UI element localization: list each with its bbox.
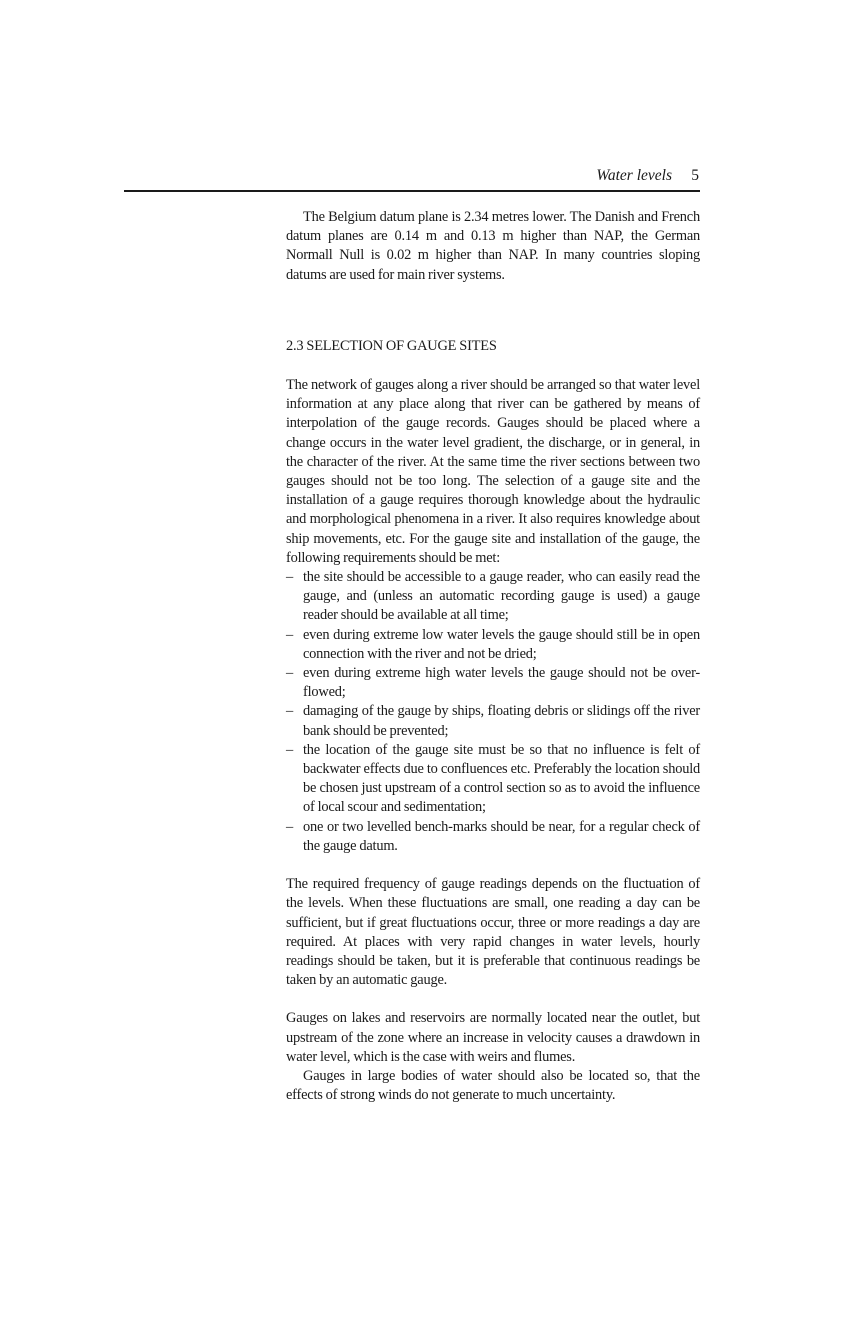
- list-item: [286, 568, 700, 626]
- list-item-text: the location of the gauge site must be so that no influence is felt of backwater effects due to confluences etc. Preferably the location should be chosen just upstream of a control section so as to avoid the influence of local scour and sedimentation;: [303, 741, 700, 816]
- list-dash: –: [286, 665, 293, 682]
- list-item: [286, 741, 700, 818]
- list-dash: –: [286, 818, 293, 835]
- list-item-text: even during extreme low water levels the gauge should still be in open connection with the river and not be dried;: [303, 626, 700, 662]
- paragraph-gauge-network: The network of gauges along a river should be arranged so that water level information at any place along that river can be gathered by means of interpolation of the gauge records. Gauges should be placed where a change occurs in the water level gradient, the discharge, or in general, in the character of the river. At the same time the river sections between two gauges should not be too long. The selection of a gauge site and the installation of a gauge requires thorough knowledge about the hydraulic and morphological phenomena in a river. It also requires knowledge about ship movements, etc. For the gauge site and installation of the gauge, the following requirements should be met:: [286, 377, 700, 566]
- list-item: [286, 664, 700, 702]
- list-dash: –: [286, 741, 293, 758]
- list-item-text: the site should be accessible to a gauge reader, who can easily read the gauge, and (unless an automatic recording gauge is used) a gauge reader should be available at all time;: [303, 569, 700, 624]
- requirements-list: [286, 568, 700, 856]
- list-item-text: one or two levelled bench-marks should be near, for a regular check of the gauge datum.: [303, 818, 700, 854]
- running-title: Water levels: [596, 167, 672, 184]
- list-dash: –: [286, 569, 293, 586]
- list-item: [286, 702, 700, 740]
- list-dash: –: [286, 626, 293, 643]
- list-item-text: even during extreme high water levels the gauge should not be over-flowed;: [303, 665, 700, 701]
- paragraph-large-water-bodies: Gauges in large bodies of water should also be located so, that the effects of strong winds do not generate to much uncertainty.: [286, 1067, 700, 1104]
- list-dash: –: [286, 703, 293, 720]
- paragraph-datum-planes: The Belgium datum plane is 2.34 metres lower. The Danish and French datum planes are 0.14 m and 0.13 m higher than NAP, the German Normall Null is 0.02 m higher than NAP. In many countries sloping datums are used for main river systems.: [286, 209, 700, 283]
- list-item-text: damaging of the gauge by ships, floating debris or slidings off the river bank should be prevented;: [303, 703, 700, 739]
- section-heading: 2.3 SELECTION OF GAUGE SITES: [286, 337, 497, 354]
- body-text: [286, 208, 700, 1105]
- page-number: 5: [691, 167, 699, 184]
- list-item: [286, 626, 700, 664]
- running-header: [124, 166, 700, 192]
- paragraph-lakes-reservoirs: Gauges on lakes and reservoirs are normally located near the outlet, but upstream of the zone where an increase in velocity causes a drawdown in water level, which is the case with weirs and flumes.: [286, 1010, 700, 1065]
- list-item: [286, 818, 700, 856]
- paragraph-reading-frequency: The required frequency of gauge readings depends on the fluctuation of the levels. When these fluctuations are small, one reading a day can be sufficient, but if great fluctuations occur, three or more readings a day are required. At places with very rapid changes in water levels, hourly readings should be taken, but it is preferable that continuous readings be taken by an automatic gauge.: [286, 876, 700, 989]
